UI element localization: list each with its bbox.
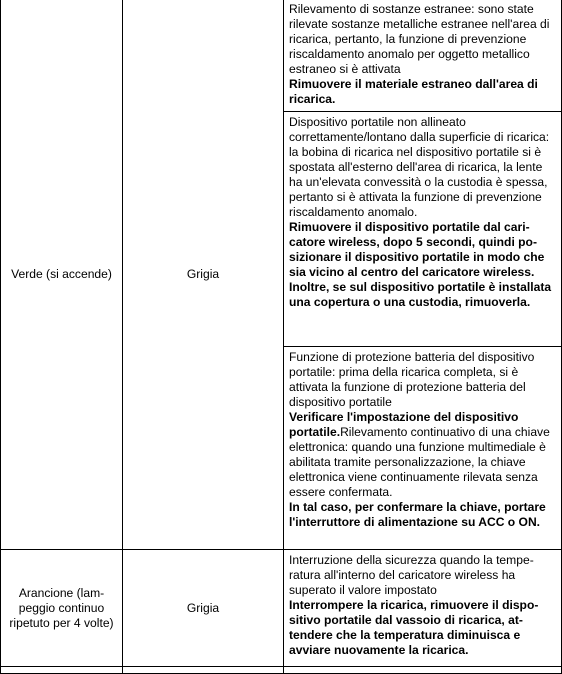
led-color-cell: Grigia	[123, 0, 284, 550]
cause-description: Rilevamento di sostanze estranee: sono state rilevate sostanze metalliche estranee nell'area di ricarica, pertanto, la funzione di prevenzione riscaldamento anomalo per oggetto metallico estraneo si è attivata	[289, 2, 550, 76]
cause-action: Rimuovere il dispositivo portatile dal caricatore wireless, dopo 5 secondi, quindi posizionare il dispositivo portatile in modo che sia vicino al centro del caricatore wireless. Inoltre, se sul dispositivo portatile è installata una copertura o una custodia, rimuoverla.	[289, 220, 552, 309]
cause-action-secondary: In tal caso, per confermare la chiave, portare l'interruttore di alimentazione su ACC o ON.	[289, 500, 546, 529]
indicator-state-cell: Arancione (lampeggio continuo ripetuto per 4 volte)	[1, 550, 123, 667]
table-row	[1, 550, 562, 667]
cause-action: Interrompere la ricarica, rimuovere il dispositivo portatile dal vassoio di ricarica, attendere che la temperatura diminuisca e avviare nuovamente la ricarica.	[289, 598, 539, 657]
cause-cell	[284, 0, 562, 112]
cause-description: Funzione di protezione batteria del dispositivo portatile: prima della ricarica completa, si è attivata la funzione di protezione batteria del dispositivo portatile	[289, 350, 535, 409]
cause-cell	[284, 347, 562, 550]
table-row	[1, 0, 562, 112]
led-color-cell: Grigia	[123, 550, 284, 667]
table-row-partial	[1, 667, 562, 674]
empty-cell	[284, 667, 562, 674]
cause-cell	[284, 112, 562, 347]
cause-description-secondary: Rilevamento continuativo di una chiave elettronica: quando una funzione multimediale è abilitata tramite personalizzazione, la chiave elettronica viene continuamente rilevata senza essere confermata.	[289, 425, 550, 499]
cause-action: Verificare l'impostazione del dispositivo portatile.	[289, 410, 519, 439]
empty-cell	[1, 667, 123, 674]
cause-description: Interruzione della sicurezza quando la temperatura all'interno del caricatore wireless ha superato il valore impostato	[289, 553, 534, 597]
cause-cell	[284, 550, 562, 667]
cause-description: Dispositivo portatile non allineato correttamente/lontano dalla superficie di ricarica: la bobina di ricarica nel dispositivo portatile si è spostata all'esterno dell'area di ricarica, la lente ha un'elevata convessità o la custodia è spessa, pertanto si è attivata la funzione di prevenzione riscaldamento anomalo.	[289, 115, 550, 219]
cause-action-inline	[289, 410, 550, 499]
empty-cell	[123, 667, 284, 674]
indicator-state-cell: Verde (si accende)	[1, 0, 123, 550]
cause-action: Rimuovere il materiale estraneo dall'area di ricarica.	[289, 77, 538, 106]
